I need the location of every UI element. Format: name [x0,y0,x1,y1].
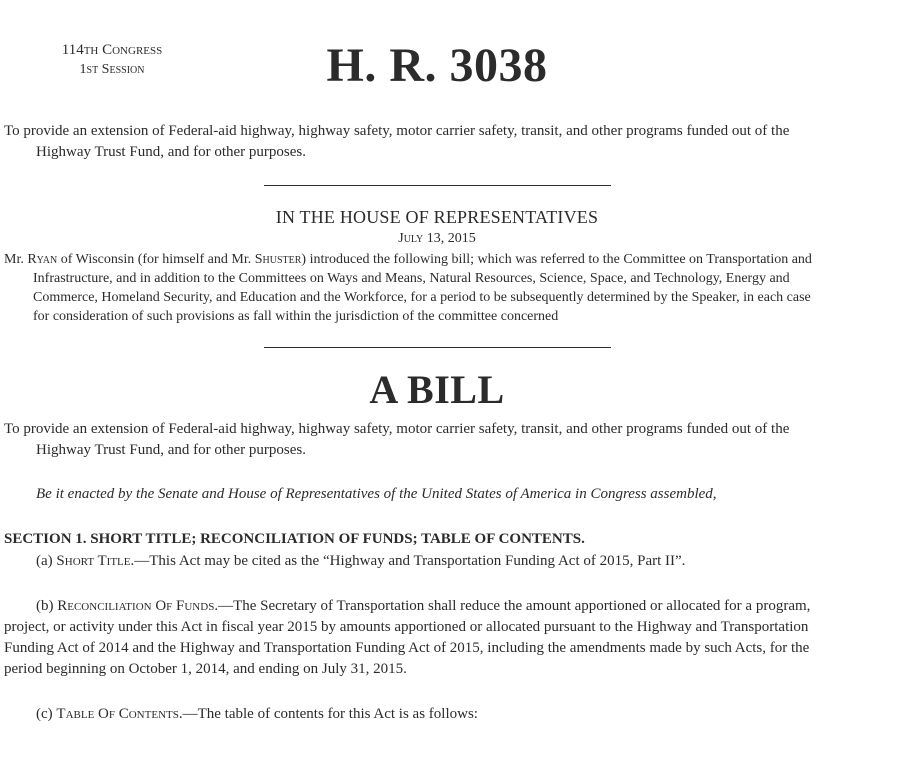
subsection-c-caption: Table Of Contents [56,706,179,722]
subsection-b-line-3: Funding Act of 2014 and the Highway and Transportation Funding Act of 2015, including the amendments made by such Acts, for the [4,640,810,656]
subsection-a [4,551,872,572]
bill-number: H. R. 3038 [326,39,548,92]
subsection-a-line [4,551,872,572]
intro-prefix: Mr. [4,252,28,267]
bill-purpose-line-2: Highway Trust Fund, and for other purposes. [36,442,306,458]
a-bill-heading: A BILL [369,367,505,412]
bill-purpose-line-1: To provide an extension of Federal-aid highway, highway safety, motor carrier safety, transit, and other programs funded out of the [4,421,790,437]
intro-middle: of Wisconsin (for himself and Mr. [57,252,255,267]
subsection-c-label: (c) [36,706,57,722]
subsection-a-caption: Short Title [56,553,131,569]
purpose-line-2: Highway Trust Fund, and for other purposes. [36,144,306,160]
subsection-b-caption: Reconciliation Of Funds [57,598,215,614]
session-label: 1st Session [79,62,145,77]
divider-rule-top [264,185,611,186]
subsection-a-label: (a) [36,553,57,569]
subsection-c-line [4,704,872,725]
subsection-c-text: .—The table of contents for this Act is as follows: [178,706,478,722]
subsection-c [4,704,872,725]
subsection-a-text: .—This Act may be cited as the “Highway and Transportation Funding Act of 2015, Part II”. [130,553,686,569]
subsection-b-line-4: period beginning on October 1, 2014, and ending on July 31, 2015. [4,661,407,677]
divider-rule-bottom [264,347,611,348]
subsection-b-text-1: .—The Secretary of Transportation shall reduce the amount apportioned or allocated for a program, [214,598,811,614]
cosponsor-name: Shuster [254,252,302,267]
introduction-line-4: for consideration of such provisions as fall within the jurisdiction of the committee concerned [33,309,559,324]
subsection-b [4,596,872,680]
introduction-line-1 [4,250,874,269]
subsection-b-line-2: project, or activity under this Act in fiscal year 2015 by amounts apportioned or allocated pursuant to the Highway and Transportation [4,619,809,635]
bill-title-purpose [4,121,874,163]
section-1-heading: SECTION 1. SHORT TITLE; RECONCILIATION OF FUNDS; TABLE OF CONTENTS. [4,531,585,547]
introduction-date: July 13, 2015 [398,231,476,246]
purpose-line-1: To provide an extension of Federal-aid highway, highway safety, motor carrier safety, transit, and other programs funded out of the [4,123,790,139]
subsection-b-line-1 [4,596,872,617]
introduction-paragraph [4,250,874,326]
enacting-clause: Be it enacted by the Senate and House of Representatives of the United States of America in Congress assembled, [36,486,717,502]
introduction-line-3: Commerce, Homeland Security, and Education and the Workforce, for a period to be subsequently determined by the Speaker, in each case [33,290,811,305]
chamber-heading: IN THE HOUSE OF REPRESENTATIVES [275,207,599,227]
intro-suffix: ) introduced the following bill; which was referred to the Committee on Transportation and [301,252,812,267]
congress-label: 114th Congress [61,42,163,58]
subsection-b-label: (b) [36,598,58,614]
sponsor-name: Ryan [27,252,58,267]
bill-purpose [4,419,874,461]
introduction-line-2: Infrastructure, and in addition to the Committees on Ways and Means, Natural Resources, Science, Space, and Technology, Energy and [33,271,790,286]
